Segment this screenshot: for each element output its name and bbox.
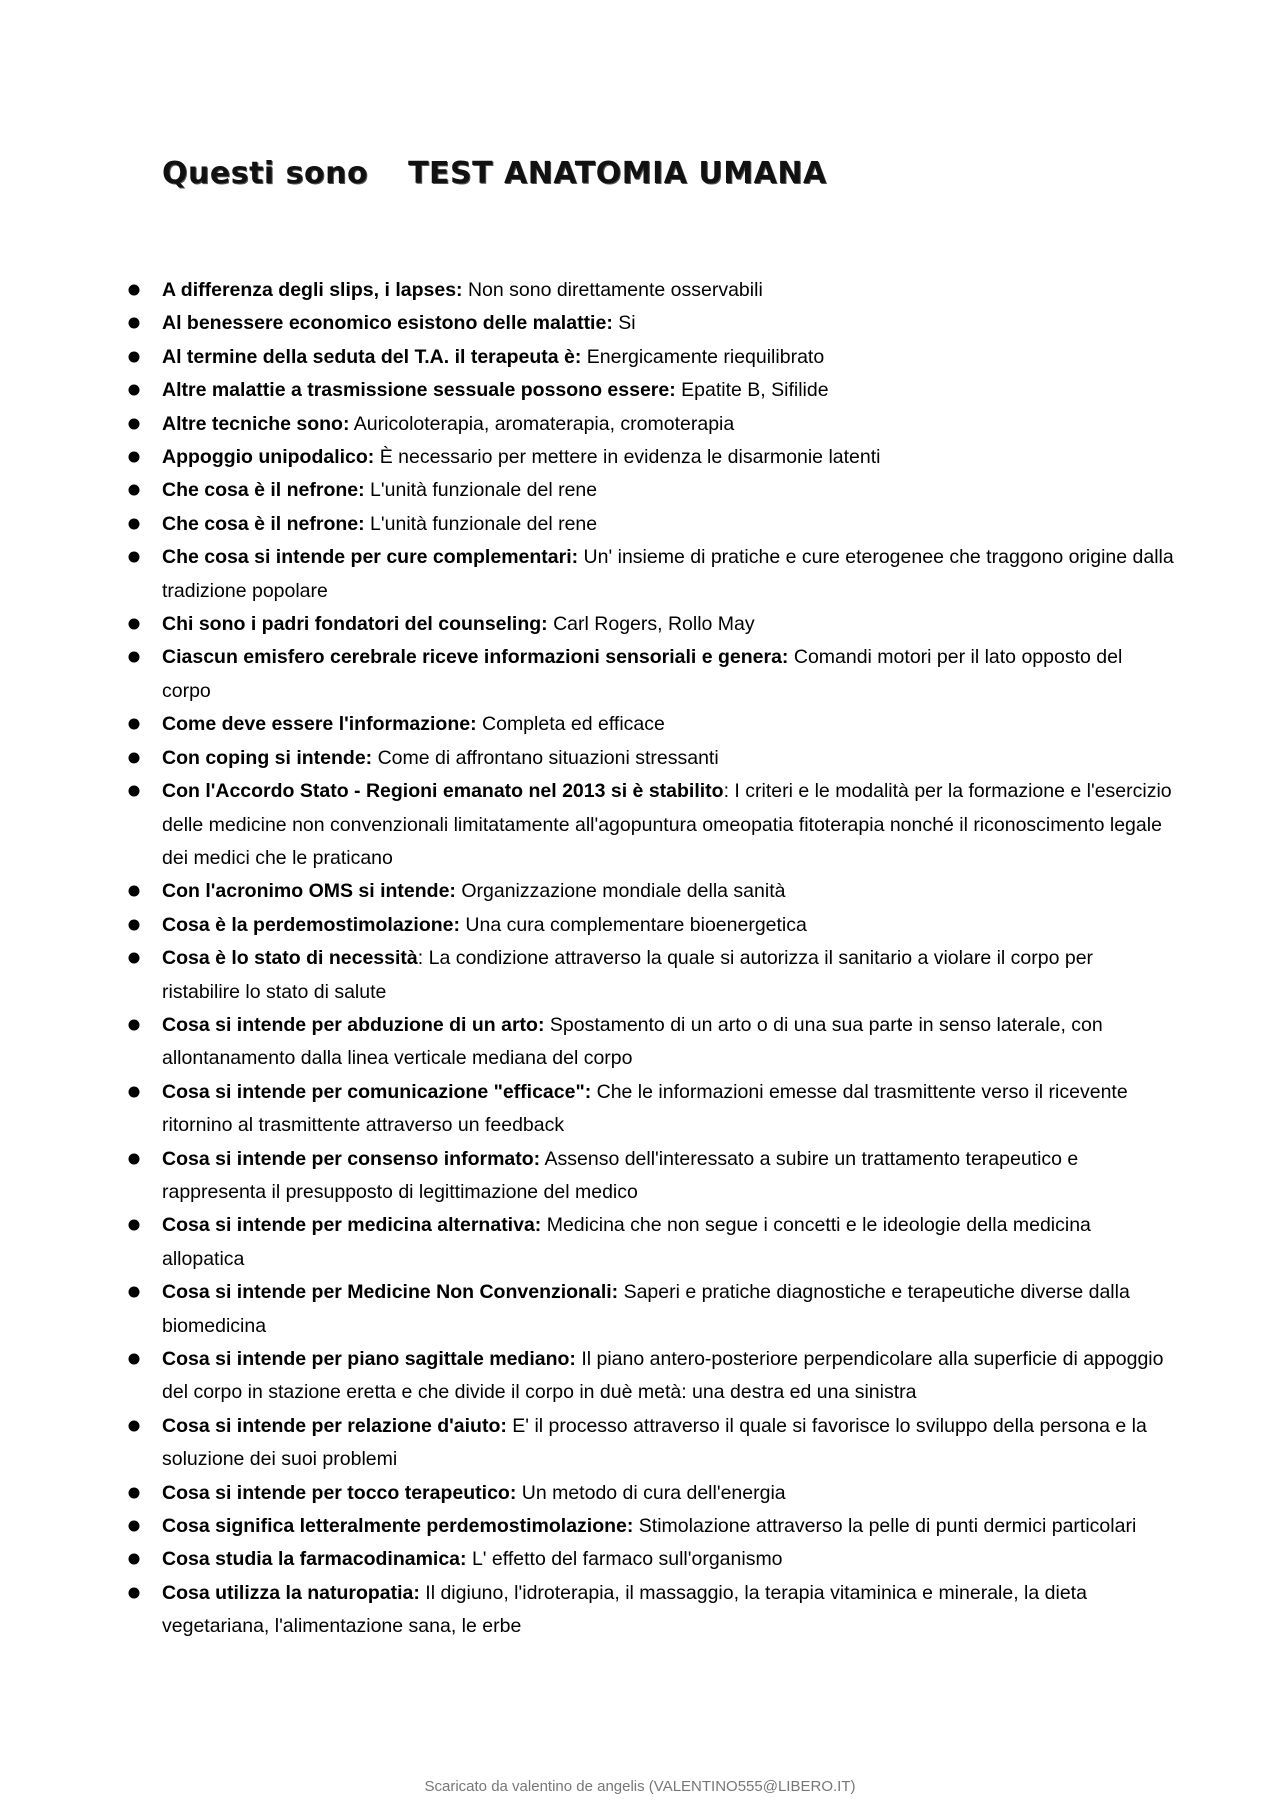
bullet-icon	[130, 520, 138, 528]
list-item	[134, 1009, 1174, 1076]
question-text: Cosa è la perdemostimolazione:	[162, 913, 460, 936]
list-item	[134, 1343, 1174, 1410]
bullet-icon	[130, 1589, 138, 1597]
list-item	[134, 441, 1174, 474]
bullet-icon	[130, 1489, 138, 1497]
question-text: Cosa si intende per medicina alternativa:	[162, 1214, 542, 1237]
question-text: Appoggio unipodalico:	[162, 446, 375, 469]
list-item	[134, 875, 1174, 908]
bullet-icon	[130, 720, 138, 728]
question-answer-list	[134, 274, 1174, 1644]
list-item	[134, 374, 1174, 407]
bullet-icon	[130, 1288, 138, 1296]
list-item	[134, 1577, 1174, 1644]
answer-text: Stimolazione attraverso la pelle di punti dermici particolari	[633, 1515, 1137, 1538]
list-item	[134, 1477, 1174, 1510]
bullet-icon	[130, 620, 138, 628]
answer-text: Auricoloterapia, aromaterapia, cromoterapia	[349, 412, 735, 435]
question-text: Che cosa è il nefrone:	[162, 512, 365, 535]
answer-text: Come di affrontano situazioni stressanti	[372, 746, 719, 769]
question-text: Con coping si intende:	[162, 746, 373, 769]
answer-text: : La condizione attraverso la quale si autorizza il sanitario a violare il corpo per ristabilire lo stato di salute	[162, 947, 1094, 1003]
list-item	[134, 1510, 1174, 1543]
answer-text: Completa ed efficace	[476, 713, 665, 736]
bullet-icon	[130, 1088, 138, 1096]
bullet-icon	[130, 1522, 138, 1530]
answer-text: L' effetto del farmaco sull'organismo	[466, 1548, 783, 1571]
question-text: Cosa si intende per tocco terapeutico:	[162, 1481, 517, 1504]
question-text: Che cosa si intende per cure complementari:	[162, 546, 579, 569]
list-item	[134, 1410, 1174, 1477]
list-item	[134, 274, 1174, 307]
bullet-icon	[130, 1221, 138, 1229]
answer-text: Energicamente riequilibrato	[581, 345, 825, 368]
title-part-2: TEST ANATOMIA UMANA	[408, 156, 827, 191]
question-text: Cosa si intende per relazione d'aiuto:	[162, 1414, 507, 1437]
answer-text: Comandi motori per il lato opposto del corpo	[162, 646, 1123, 702]
list-item	[134, 474, 1174, 507]
bullet-icon	[130, 1555, 138, 1563]
answer-text: Una cura complementare bioenergetica	[460, 913, 807, 936]
page-title	[162, 156, 827, 191]
bullet-icon	[130, 1355, 138, 1363]
bullet-icon	[130, 386, 138, 394]
answer-text: È necessario per mettere in evidenza le disarmonie latenti	[374, 446, 881, 469]
question-text: Come deve essere l'informazione:	[162, 713, 477, 736]
answer-text: : I criteri e le modalità per la formazione e l'esercizio delle medicine non convenzionali limitatamente all'agopuntura omeopatia fitoterapia nonché il riconoscimento legale dei medici che le praticano	[162, 780, 1172, 869]
list-item	[134, 608, 1174, 641]
bullet-icon	[130, 754, 138, 762]
answer-text: Epatite B, Sifilide	[675, 379, 829, 402]
answer-text: E' il processo attraverso il quale si favorisce lo sviluppo della persona e la soluzione dei suoi problemi	[162, 1414, 1147, 1471]
question-text: Cosa significa letteralmente perdemostimolazione:	[162, 1515, 634, 1538]
list-item	[134, 541, 1174, 608]
question-text: Cosa si intende per piano sagittale mediano:	[162, 1348, 576, 1370]
question-text: A differenza degli slips, i lapses:	[162, 279, 463, 301]
question-text: Altre malattie a trasmissione sessuale possono essere:	[162, 379, 676, 402]
answer-text: Il piano antero-posteriore perpendicolare alla superficie di appoggio del corpo in stazione eretta e che divide il corpo in duè metà: una destra ed una sinistra	[162, 1348, 1164, 1404]
list-item	[134, 641, 1174, 708]
list-item	[134, 307, 1174, 340]
question-text: Con l'acronimo OMS si intende:	[162, 880, 456, 903]
bullet-icon	[130, 921, 138, 929]
list-item	[134, 1143, 1174, 1210]
question-text: Cosa si intende per comunicazione "efficace":	[162, 1080, 592, 1103]
bullet-icon	[130, 954, 138, 962]
list-item	[134, 1209, 1174, 1276]
answer-text: Il digiuno, l'idroterapia, il massaggio, la terapia vitaminica e minerale, la dieta vegetariana, l'alimentazione sana, le erbe	[162, 1581, 1087, 1638]
question-text: Ciascun emisfero cerebrale riceve informazioni sensoriali e genera:	[162, 646, 789, 669]
answer-text: Spostamento di un arto o di una sua parte in senso laterale, con allontanamento dalla linea verticale mediana del corpo	[162, 1013, 1103, 1070]
list-item	[134, 1076, 1174, 1143]
answer-text: Un metodo di cura dell'energia	[516, 1481, 786, 1504]
question-text: Cosa utilizza la naturopatia:	[162, 1581, 420, 1604]
answer-text: L'unità funzionale del rene	[364, 512, 598, 535]
answer-text: Organizzazione mondiale della sanità	[455, 880, 786, 903]
question-text: Altre tecniche sono:	[162, 412, 350, 435]
bullet-icon	[130, 787, 138, 795]
list-item	[134, 508, 1174, 541]
list-item	[134, 775, 1174, 875]
list-item	[134, 341, 1174, 374]
answer-text: Medicina che non segue i concetti e le ideologie della medicina allopatica	[162, 1214, 1091, 1270]
answer-text: Assenso dell'interessato a subire un trattamento terapeutico e rappresenta il presupposto di legittimazione del medico	[162, 1147, 1079, 1203]
question-text: Con l'Accordo Stato - Regioni emanato nel 2013 si è stabilito	[162, 780, 724, 803]
list-item	[134, 708, 1174, 741]
bullet-icon	[130, 353, 138, 361]
title-part-1: Questi sono	[162, 156, 369, 191]
question-text: Cosa è lo stato di necessità	[162, 947, 418, 970]
list-item	[134, 408, 1174, 441]
bullet-icon	[130, 653, 138, 661]
bullet-icon	[130, 1155, 138, 1163]
bullet-icon	[130, 486, 138, 494]
list-item	[134, 742, 1174, 775]
bullet-icon	[130, 286, 138, 294]
bullet-icon	[130, 887, 138, 895]
question-text: Che cosa è il nefrone:	[162, 479, 365, 502]
list-item	[134, 1276, 1174, 1343]
bullet-icon	[130, 420, 138, 428]
answer-text: Carl Rogers, Rollo May	[547, 613, 755, 636]
download-footer: Scaricato da valentino de angelis (VALENTINO555@LIBERO.IT)	[424, 1778, 856, 1795]
question-text: Al termine della seduta del T.A. il terapeuta è:	[162, 345, 582, 368]
bullet-icon	[130, 553, 138, 561]
bullet-icon	[130, 453, 138, 461]
bullet-icon	[130, 1422, 138, 1430]
bullet-icon	[130, 319, 138, 327]
question-text: Cosa studia la farmacodinamica:	[162, 1548, 467, 1571]
answer-text: Si	[612, 312, 636, 335]
question-text: Cosa si intende per abduzione di un arto:	[162, 1013, 545, 1036]
answer-text: Un' insieme di pratiche e cure eterogenee che traggono origine dalla tradizione popolare	[162, 546, 1174, 602]
question-text: Cosa si intende per consenso informato:	[162, 1147, 541, 1170]
answer-text: Saperi e pratiche diagnostiche e terapeutiche diverse dalla biomedicina	[162, 1281, 1130, 1337]
question-text: Al benessere economico esistono delle malattie:	[162, 312, 613, 335]
bullet-icon	[130, 1021, 138, 1029]
question-text: Cosa si intende per Medicine Non Convenzionali:	[162, 1281, 619, 1304]
list-item	[134, 942, 1174, 1009]
list-item	[134, 909, 1174, 942]
answer-text: Che le informazioni emesse dal trasmittente verso il ricevente ritornino al trasmittente attraverso un feedback	[162, 1080, 1128, 1137]
question-text: Chi sono i padri fondatori del counseling:	[162, 613, 548, 636]
answer-text: L'unità funzionale del rene	[364, 479, 598, 502]
answer-text: Non sono direttamente osservabili	[462, 279, 763, 301]
list-item	[134, 1543, 1174, 1576]
